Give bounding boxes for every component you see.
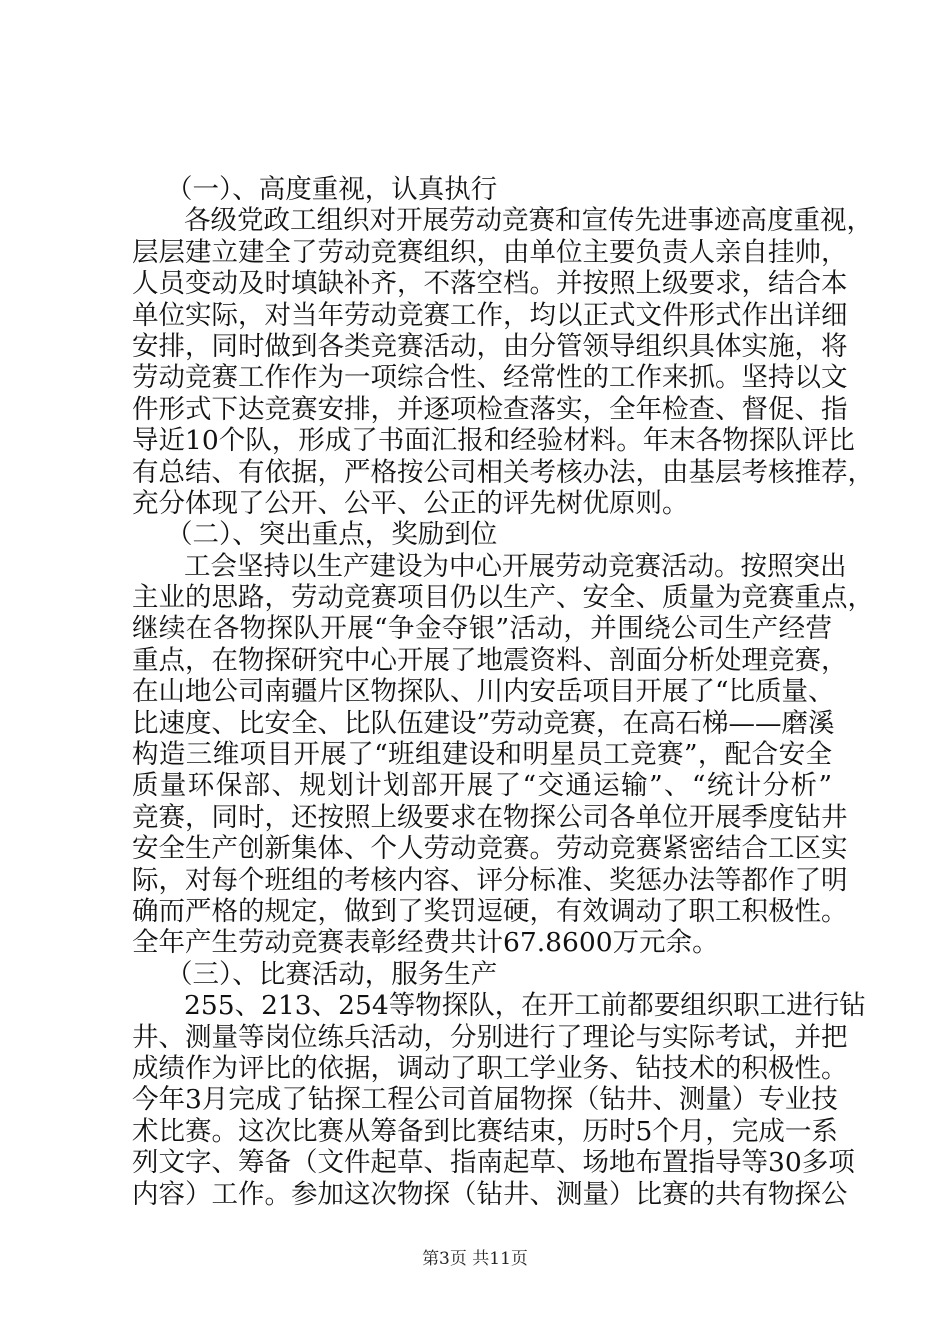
paragraph-line: 内容）工作。参加这次物探（钻井、测量）比赛的共有物探公 [132,1178,848,1210]
paragraph-line: 成绩作为评比的依据，调动了职工学业务、钻技术的积极性。 [132,1052,848,1084]
paragraph-line: 安全生产创新集体、个人劳动竞赛。劳动竞赛紧密结合工区实 [132,833,848,865]
document-body [132,174,874,1210]
paragraph-line: 人员变动及时填缺补齐，不落空档。并按照上级要求，结合本 [132,268,848,300]
section-heading-1: （一）、高度重视，认真执行 [166,174,498,205]
paragraph-line: 255、213、254等物探队，在开工前都要组织职工进行钻 [184,990,866,1022]
paragraph-line: 井、测量等岗位练兵活动，分别进行了理论与实际考试，并把 [132,1021,848,1053]
paragraph-line: 劳动竞赛工作作为一项综合性、经常性的工作来抓。坚持以文 [132,362,848,394]
paragraph-line: 竞赛，同时，还按照上级要求在物探公司各单位开展季度钻井 [132,801,848,833]
paragraph-line: 际，对每个班组的考核内容、评分标准、奖惩办法等都作了明 [132,864,848,896]
paragraph-line: 工会坚持以生产建设为中心开展劳动竞赛活动。按照突出 [184,550,847,582]
paragraph-line: 有总结、有依据，严格按公司相关考核办法，由基层考核推荐， [132,456,874,488]
paragraph-line: 各级党政工组织对开展劳动竞赛和宣传先进事迹高度重视， [184,205,873,237]
paragraph-line: 件形式下达竞赛安排，并逐项检查落实，全年检查、督促、指 [132,393,848,425]
paragraph-line: 比速度、比安全、比队伍建设”劳动竞赛，在高石梯——磨溪 [132,707,835,739]
paragraph-line: 确而严格的规定，做到了奖罚逗硬，有效调动了职工积极性。 [132,895,848,927]
paragraph-line: 单位实际，对当年劳动竞赛工作，均以正式文件形式作出详细 [132,299,848,331]
paragraph-line: 术比赛。这次比赛从筹备到比赛结束，历时5个月，完成一系 [132,1115,838,1147]
paragraph-line: 导近10个队，形成了书面汇报和经验材料。年末各物探队评比 [132,425,855,457]
paragraph-line: 列文字、筹备（文件起草、指南起草、场地布置指导等30多项 [132,1147,855,1179]
paragraph-line: 全年产生劳动竞赛表彰经费共计67.8600万元余。 [132,927,719,959]
paragraph-line: 主业的思路，劳动竞赛项目仍以生产、安全、质量为竞赛重点， [132,582,874,614]
section-heading-3: （三）、比赛活动，服务生产 [166,958,498,990]
paragraph-line: 重点，在物探研究中心开展了地震资料、剖面分析处理竞赛， [132,644,848,676]
paragraph-line: 在山地公司南疆片区物探队、川内安岳项目开展了“比质量、 [132,676,835,708]
paragraph-line: 层层建立建全了劳动竞赛组织，由单位主要负责人亲自挂帅， [132,236,848,268]
paragraph-line: 构造三维项目开展了“班组建设和明星员工竞赛”，配合安全 [132,739,832,771]
paragraph-line: 今年3月完成了钻探工程公司首届物探（钻井、测量）专业技 [132,1084,838,1116]
paragraph-line: 质量环保部、规划计划部开展了“交通运输”、“统计分析” [132,770,832,802]
paragraph-line: 安排，同时做到各类竞赛活动，由分管领导组织具体实施，将 [132,330,848,362]
page-number-footer: 第3页 共11页 [422,1249,528,1269]
section-heading-2: （二）、突出重点，奖励到位 [166,519,498,551]
paragraph-line: 继续在各物探队开展“争金夺银”活动，并围绕公司生产经营 [132,613,832,645]
paragraph-line: 充分体现了公开、公平、公正的评先树优原则。 [132,487,689,519]
